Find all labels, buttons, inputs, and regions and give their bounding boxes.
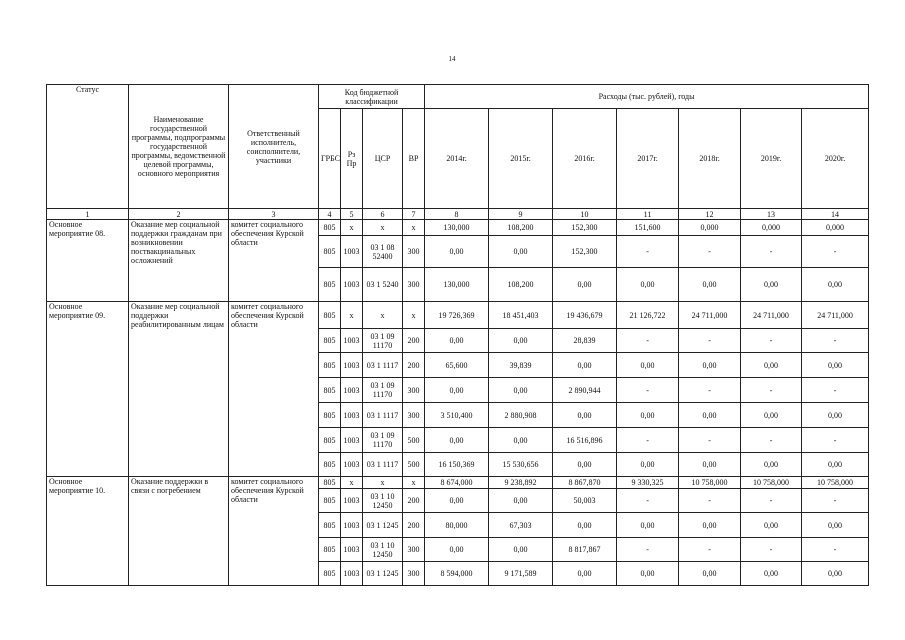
header-year-2015: 2015г. — [489, 109, 553, 209]
cell-value: - — [617, 378, 679, 403]
cell-value: - — [679, 329, 741, 353]
cell-rzpr: х — [341, 477, 363, 489]
header-year-2019: 2019г. — [741, 109, 802, 209]
header-responsible: Ответственный исполнитель, соисполнители, участники — [229, 85, 319, 209]
cell-value: 21 126,722 — [617, 302, 679, 329]
cell-value: 15 530,656 — [489, 453, 553, 477]
cell-value: 0,00 — [679, 562, 741, 586]
cell-value: - — [679, 378, 741, 403]
cell-value: 0,00 — [679, 353, 741, 378]
cell-value: 0,00 — [617, 403, 679, 428]
cell-value: 0,00 — [425, 428, 489, 453]
cell-value: - — [679, 538, 741, 562]
row-responsible: комитет социального обеспечения Курской области — [229, 220, 319, 302]
cell-value: 10 758,000 — [802, 477, 869, 489]
cell-csr: 03 1 10 12450 — [363, 538, 403, 562]
cell-rzpr: х — [341, 220, 363, 236]
cell-rzpr: 1003 — [341, 236, 363, 268]
cell-value: 0,00 — [802, 268, 869, 302]
cell-value: - — [617, 329, 679, 353]
cell-csr: 03 1 5240 — [363, 268, 403, 302]
cell-value: 0,00 — [425, 329, 489, 353]
budget-table — [46, 84, 869, 586]
cell-value: 0,00 — [489, 489, 553, 513]
cell-value: 39,839 — [489, 353, 553, 378]
cell-rzpr: 1003 — [341, 489, 363, 513]
cell-value: 151,600 — [617, 220, 679, 236]
cell-value: 0,00 — [802, 562, 869, 586]
cell-value: 108,200 — [489, 268, 553, 302]
header-year-2020: 2020г. — [802, 109, 869, 209]
cell-value: 0,00 — [802, 513, 869, 538]
cell-value: 8 594,000 — [425, 562, 489, 586]
cell-value: 10 758,000 — [679, 477, 741, 489]
cell-value: 0,00 — [741, 353, 802, 378]
cell-value: - — [741, 378, 802, 403]
cell-value: - — [617, 489, 679, 513]
cell-value: 0,00 — [679, 403, 741, 428]
cell-value: 0,00 — [741, 403, 802, 428]
cell-value: 0,00 — [553, 513, 617, 538]
cell-value: 19 436,679 — [553, 302, 617, 329]
cell-rzpr: 1003 — [341, 353, 363, 378]
cell-value: - — [617, 236, 679, 268]
cell-grbs: 805 — [319, 302, 341, 329]
cell-vr: х — [403, 477, 425, 489]
cell-csr: 03 1 08 52400 — [363, 236, 403, 268]
cell-value: 130,000 — [425, 220, 489, 236]
header-csr: ЦСР — [363, 109, 403, 209]
cell-value: 16 150,369 — [425, 453, 489, 477]
column-number: 11 — [617, 209, 679, 220]
cell-rzpr: 1003 — [341, 378, 363, 403]
cell-value: 152,300 — [553, 236, 617, 268]
cell-value: - — [617, 538, 679, 562]
cell-csr: 03 1 1117 — [363, 353, 403, 378]
cell-csr: 03 1 09 11170 — [363, 329, 403, 353]
cell-value: 0,00 — [741, 453, 802, 477]
column-number: 5 — [341, 209, 363, 220]
cell-value: 67,303 — [489, 513, 553, 538]
cell-grbs: 805 — [319, 428, 341, 453]
header-year-2017: 2017г. — [617, 109, 679, 209]
cell-value: 0,00 — [425, 236, 489, 268]
cell-grbs: 805 — [319, 453, 341, 477]
cell-value: 65,600 — [425, 353, 489, 378]
header-year-2018: 2018г. — [679, 109, 741, 209]
row-name: Оказание поддержки в связи с погребением — [129, 477, 229, 586]
cell-csr: 03 1 10 12450 — [363, 489, 403, 513]
cell-value: 19 726,369 — [425, 302, 489, 329]
cell-csr: 03 1 1117 — [363, 403, 403, 428]
cell-value: 0,00 — [425, 378, 489, 403]
cell-value: 50,003 — [553, 489, 617, 513]
cell-vr: 300 — [403, 378, 425, 403]
cell-value: 0,00 — [617, 353, 679, 378]
cell-grbs: 805 — [319, 236, 341, 268]
cell-value: 0,00 — [617, 268, 679, 302]
cell-csr: х — [363, 220, 403, 236]
cell-value: 0,000 — [741, 220, 802, 236]
cell-value: 0,00 — [553, 268, 617, 302]
cell-value: 152,300 — [553, 220, 617, 236]
cell-vr: 500 — [403, 453, 425, 477]
cell-value: - — [679, 236, 741, 268]
cell-value: 0,00 — [617, 453, 679, 477]
cell-value: 0,00 — [741, 562, 802, 586]
cell-value: 108,200 — [489, 220, 553, 236]
cell-vr: 300 — [403, 268, 425, 302]
cell-value: 0,00 — [802, 403, 869, 428]
cell-value: 0,00 — [741, 513, 802, 538]
cell-value: 10 758,000 — [741, 477, 802, 489]
cell-rzpr: х — [341, 302, 363, 329]
cell-value: 18 451,403 — [489, 302, 553, 329]
cell-value: 0,00 — [489, 428, 553, 453]
header-rzpr: Рз Пр — [341, 109, 363, 209]
cell-value: - — [802, 378, 869, 403]
cell-value: 0,00 — [679, 513, 741, 538]
cell-value: 0,00 — [679, 268, 741, 302]
cell-value: - — [679, 428, 741, 453]
cell-csr: х — [363, 477, 403, 489]
cell-value: 2 880,908 — [489, 403, 553, 428]
cell-value: 0,000 — [679, 220, 741, 236]
cell-value: - — [802, 329, 869, 353]
cell-vr: 500 — [403, 428, 425, 453]
column-number: 2 — [129, 209, 229, 220]
column-number: 1 — [47, 209, 129, 220]
cell-rzpr: 1003 — [341, 428, 363, 453]
cell-value: 0,00 — [802, 353, 869, 378]
header-grbs: ГРБС — [319, 109, 341, 209]
cell-value: 0,000 — [802, 220, 869, 236]
cell-value: 9 238,892 — [489, 477, 553, 489]
header-name: Наименование государственной программы, подпрограммы государственной программы, ведомственной целевой программы, основного мероприятия — [129, 85, 229, 209]
cell-value: 0,00 — [425, 489, 489, 513]
table-row — [47, 220, 869, 236]
page-number: 14 — [448, 55, 456, 63]
column-number: 8 — [425, 209, 489, 220]
cell-value: 0,00 — [553, 353, 617, 378]
cell-vr: 300 — [403, 236, 425, 268]
cell-rzpr: 1003 — [341, 329, 363, 353]
column-number-row — [47, 209, 869, 220]
cell-rzpr: 1003 — [341, 453, 363, 477]
cell-value: - — [679, 489, 741, 513]
cell-csr: 03 1 1117 — [363, 453, 403, 477]
cell-grbs: 805 — [319, 353, 341, 378]
header-expenses: Расходы (тыс. рублей), годы — [425, 85, 869, 109]
column-number: 4 — [319, 209, 341, 220]
cell-value: - — [802, 538, 869, 562]
cell-value: 130,000 — [425, 268, 489, 302]
cell-value: - — [741, 538, 802, 562]
cell-value: 2 890,944 — [553, 378, 617, 403]
cell-value: - — [741, 489, 802, 513]
cell-grbs: 805 — [319, 220, 341, 236]
cell-value: 0,00 — [553, 403, 617, 428]
column-number: 14 — [802, 209, 869, 220]
cell-value: - — [617, 428, 679, 453]
cell-grbs: 805 — [319, 329, 341, 353]
cell-value: 0,00 — [489, 329, 553, 353]
header-year-2014: 2014г. — [425, 109, 489, 209]
column-number: 6 — [363, 209, 403, 220]
cell-value: 24 711,000 — [802, 302, 869, 329]
row-responsible: комитет социального обеспечения Курской области — [229, 477, 319, 586]
cell-csr: 03 1 09 11170 — [363, 428, 403, 453]
cell-grbs: 805 — [319, 489, 341, 513]
cell-value: - — [802, 489, 869, 513]
cell-vr: 300 — [403, 403, 425, 428]
cell-value: 9 171,589 — [489, 562, 553, 586]
row-status: Основное мероприятие 09. — [47, 302, 129, 477]
cell-grbs: 805 — [319, 538, 341, 562]
cell-rzpr: 1003 — [341, 268, 363, 302]
cell-rzpr: 1003 — [341, 513, 363, 538]
cell-vr: 200 — [403, 513, 425, 538]
cell-csr: 03 1 1245 — [363, 562, 403, 586]
cell-value: 16 516,896 — [553, 428, 617, 453]
cell-grbs: 805 — [319, 562, 341, 586]
column-number: 10 — [553, 209, 617, 220]
cell-value: 8 817,867 — [553, 538, 617, 562]
cell-grbs: 805 — [319, 403, 341, 428]
cell-value: 24 711,000 — [679, 302, 741, 329]
cell-grbs: 805 — [319, 268, 341, 302]
cell-csr: 03 1 1245 — [363, 513, 403, 538]
cell-grbs: 805 — [319, 513, 341, 538]
row-status: Основное мероприятие 08. — [47, 220, 129, 302]
column-number: 7 — [403, 209, 425, 220]
cell-value: - — [802, 428, 869, 453]
cell-value: 28,839 — [553, 329, 617, 353]
cell-vr: 300 — [403, 562, 425, 586]
cell-value: 0,00 — [741, 268, 802, 302]
cell-value: - — [802, 236, 869, 268]
row-responsible: комитет социального обеспечения Курской области — [229, 302, 319, 477]
column-number: 3 — [229, 209, 319, 220]
header-row-1 — [47, 85, 869, 109]
column-number: 13 — [741, 209, 802, 220]
cell-vr: х — [403, 220, 425, 236]
cell-vr: х — [403, 302, 425, 329]
cell-value: 0,00 — [617, 562, 679, 586]
cell-value: 0,00 — [553, 453, 617, 477]
column-number: 12 — [679, 209, 741, 220]
cell-value: - — [741, 329, 802, 353]
cell-value: - — [741, 236, 802, 268]
cell-grbs: 805 — [319, 378, 341, 403]
cell-value: 80,000 — [425, 513, 489, 538]
cell-csr: 03 1 09 11170 — [363, 378, 403, 403]
row-name: Оказание мер социальной поддержки гражданам при возникновении поствакцинальных осложнений — [129, 220, 229, 302]
cell-vr: 300 — [403, 538, 425, 562]
cell-value: 0,00 — [617, 513, 679, 538]
header-budget-code: Код бюджетной классификации — [319, 85, 425, 109]
cell-value: 8 674,000 — [425, 477, 489, 489]
cell-value: 0,00 — [489, 236, 553, 268]
cell-value: 0,00 — [553, 562, 617, 586]
cell-vr: 200 — [403, 329, 425, 353]
column-number: 9 — [489, 209, 553, 220]
cell-value: 0,00 — [489, 538, 553, 562]
table-row — [47, 477, 869, 489]
row-status: Основное мероприятие 10. — [47, 477, 129, 586]
cell-rzpr: 1003 — [341, 403, 363, 428]
cell-value: 3 510,400 — [425, 403, 489, 428]
cell-rzpr: 1003 — [341, 562, 363, 586]
row-name: Оказание мер социальной поддержки реабилитированным лицам — [129, 302, 229, 477]
cell-value: 0,00 — [489, 378, 553, 403]
cell-value: - — [741, 428, 802, 453]
cell-rzpr: 1003 — [341, 538, 363, 562]
cell-vr: 200 — [403, 353, 425, 378]
table-row — [47, 302, 869, 329]
header-status: Статус — [47, 85, 129, 209]
cell-value: 8 867,870 — [553, 477, 617, 489]
cell-value: 9 330,325 — [617, 477, 679, 489]
cell-csr: х — [363, 302, 403, 329]
cell-grbs: 805 — [319, 477, 341, 489]
cell-vr: 200 — [403, 489, 425, 513]
cell-value: 0,00 — [802, 453, 869, 477]
cell-value: 24 711,000 — [741, 302, 802, 329]
header-year-2016: 2016г. — [553, 109, 617, 209]
header-vr: ВР — [403, 109, 425, 209]
cell-value: 0,00 — [679, 453, 741, 477]
cell-value: 0,00 — [425, 538, 489, 562]
